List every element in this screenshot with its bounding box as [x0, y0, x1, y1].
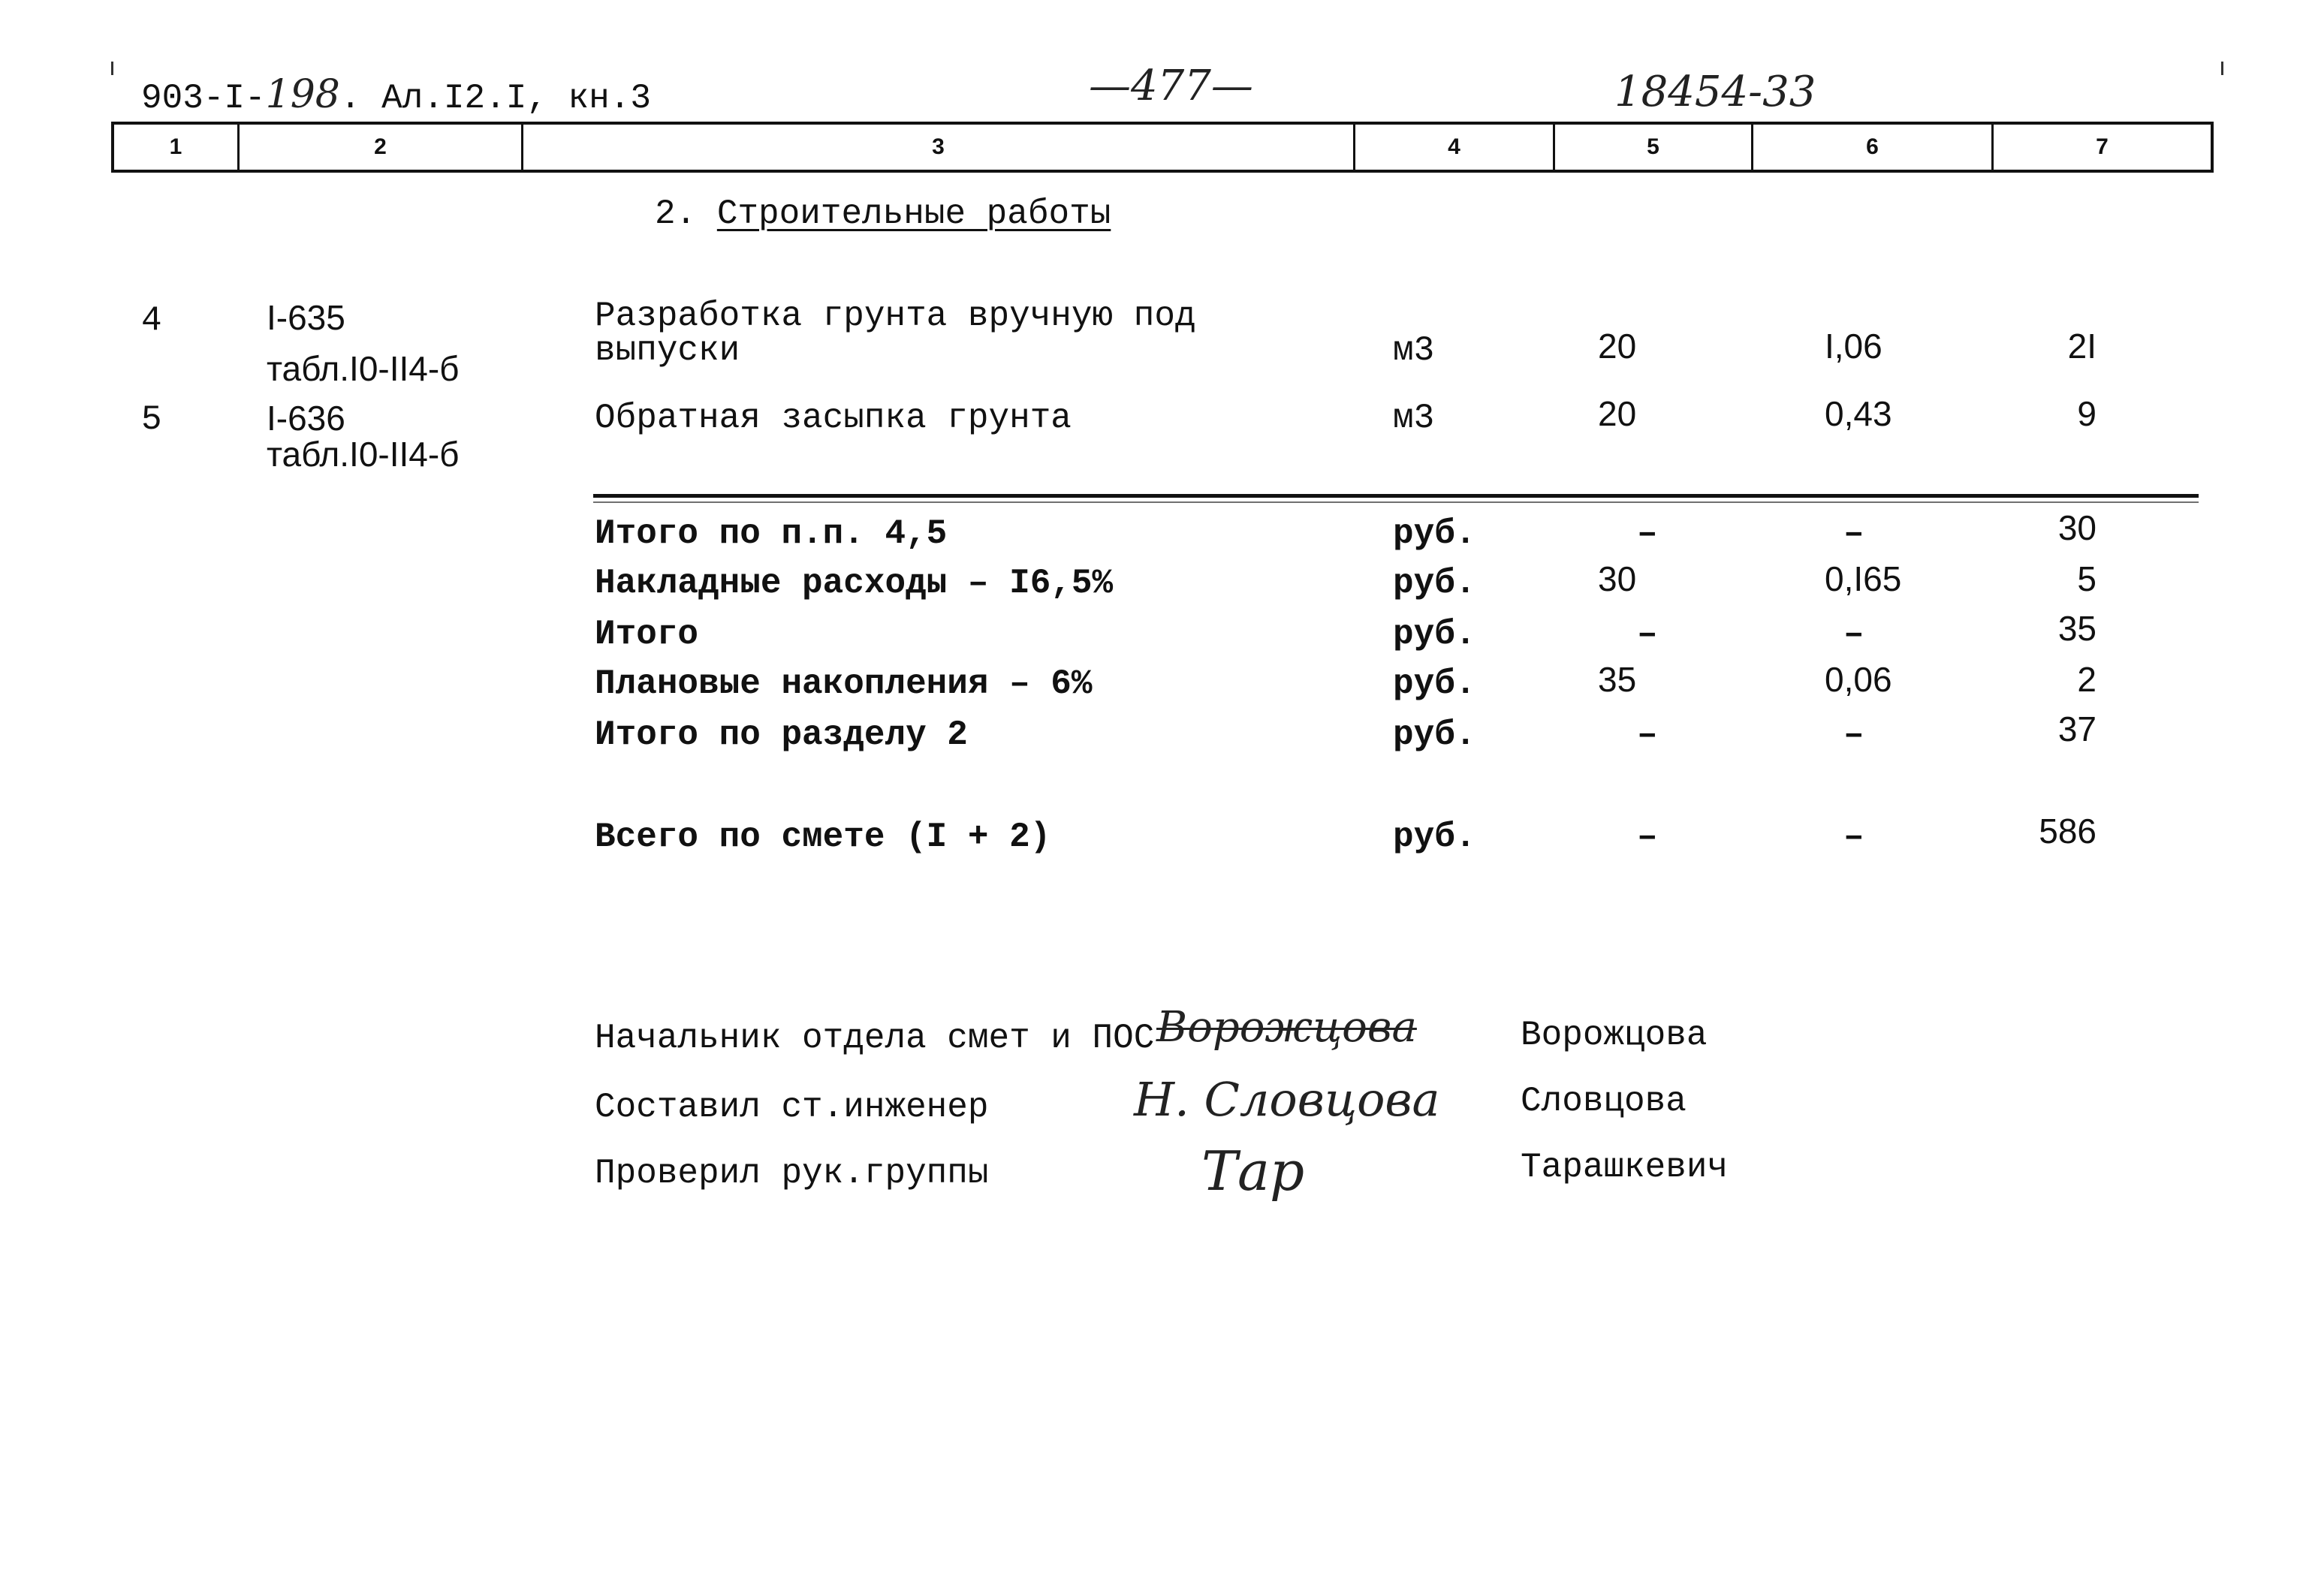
document-code-suffix: . Ал.I2.I, кн.3 — [339, 79, 651, 118]
summary-label: Итого по п.п. 4,5 — [595, 514, 948, 553]
signatory-name: Тарашкевич — [1521, 1148, 1729, 1187]
document-code-prefix: 903-I- — [141, 79, 266, 118]
summary-unit: руб. — [1393, 615, 1476, 654]
handwritten-signature: Ворожцова — [1156, 1003, 1417, 1052]
section-title-text: Строительные работы — [716, 194, 1111, 233]
grand-total-label: Всего по смете (I + 2) — [595, 818, 1051, 857]
summary-quantity: 35 — [1598, 660, 1637, 699]
column-header-3: 3 — [523, 125, 1355, 170]
summary-unit: руб. — [1393, 664, 1476, 703]
summary-unit: руб. — [1393, 514, 1476, 553]
grand-total-unit: руб. — [1393, 818, 1476, 857]
grand-total-quantity: – — [1637, 818, 1658, 857]
signature-role: Начальник отдела смет и ПОС — [595, 1019, 1155, 1058]
document-code — [141, 72, 651, 118]
summary-divider — [593, 494, 2199, 498]
archive-number: 18454-33 — [1614, 68, 1816, 116]
summary-price: – — [1843, 715, 1864, 754]
unit: м3 — [1393, 331, 1435, 370]
corner-mark-left — [111, 62, 113, 75]
summary-label: Накладные расходы – I6,5% — [595, 564, 1114, 603]
summary-quantity: 30 — [1598, 559, 1637, 598]
total: 9 — [2077, 394, 2097, 433]
signature-role: Проверил рук.группы — [595, 1154, 989, 1193]
grand-total-value: 586 — [2039, 812, 2097, 851]
column-header-2: 2 — [240, 125, 523, 170]
rate-code: I-635 — [267, 298, 345, 337]
summary-quantity: – — [1637, 615, 1658, 654]
signatory-name: Ворожцова — [1521, 1016, 1708, 1055]
summary-label: Итого — [595, 615, 699, 654]
work-description: Обратная засыпка грунта — [595, 399, 1072, 438]
column-header-table — [111, 122, 2214, 173]
summary-unit: руб. — [1393, 564, 1476, 603]
summary-price: 0,I65 — [1825, 559, 1902, 598]
section-title — [655, 194, 1111, 233]
column-header-6: 6 — [1753, 125, 1994, 170]
summary-quantity: – — [1637, 514, 1658, 553]
corner-mark-right — [2221, 62, 2223, 75]
handwritten-signature: Тар — [1201, 1140, 1305, 1203]
total: 2I — [2067, 327, 2097, 366]
section-title-number: 2. — [655, 194, 697, 233]
work-description: Разработка грунта вручную под — [595, 297, 1196, 336]
work-description-cont: выпуски — [595, 331, 740, 370]
column-header-7: 7 — [2096, 134, 2109, 159]
summary-price: – — [1843, 615, 1864, 654]
summary-total: 5 — [2077, 559, 2097, 598]
unit-price: 0,43 — [1825, 394, 1892, 433]
summary-total: 35 — [2057, 609, 2097, 648]
summary-quantity: – — [1637, 715, 1658, 754]
page-number: —477— — [1089, 62, 1253, 110]
quantity: 20 — [1598, 327, 1637, 366]
summary-divider-thin — [593, 501, 2199, 503]
quantity: 20 — [1598, 394, 1637, 433]
rate-code: I-636 — [267, 399, 345, 438]
summary-total: 2 — [2077, 660, 2097, 699]
column-header-4: 4 — [1355, 125, 1555, 170]
row-number: 5 — [141, 400, 162, 439]
summary-total: 30 — [2057, 508, 2097, 547]
summary-total: 37 — [2057, 709, 2097, 748]
signatory-name: Словцова — [1521, 1082, 1687, 1121]
row-number: 4 — [141, 301, 162, 340]
summary-label: Плановые накопления – 6% — [595, 664, 1093, 703]
column-header-1: 1 — [114, 125, 240, 170]
summary-price: – — [1843, 514, 1864, 553]
summary-label: Итого по разделу 2 — [595, 715, 968, 754]
signature-role: Составил ст.инженер — [595, 1088, 989, 1127]
document-code-handwritten: 198 — [265, 72, 340, 117]
column-header-5: 5 — [1555, 125, 1753, 170]
unit: м3 — [1393, 399, 1435, 438]
summary-price: 0,06 — [1825, 660, 1892, 699]
unit-price: I,06 — [1825, 327, 1882, 366]
handwritten-signature: Н. Словцова — [1134, 1072, 1440, 1127]
summary-unit: руб. — [1393, 715, 1476, 754]
rate-reference: табл.I0-II4-б — [267, 349, 460, 388]
grand-total-price: – — [1843, 818, 1864, 857]
rate-reference: табл.I0-II4-б — [267, 435, 460, 474]
